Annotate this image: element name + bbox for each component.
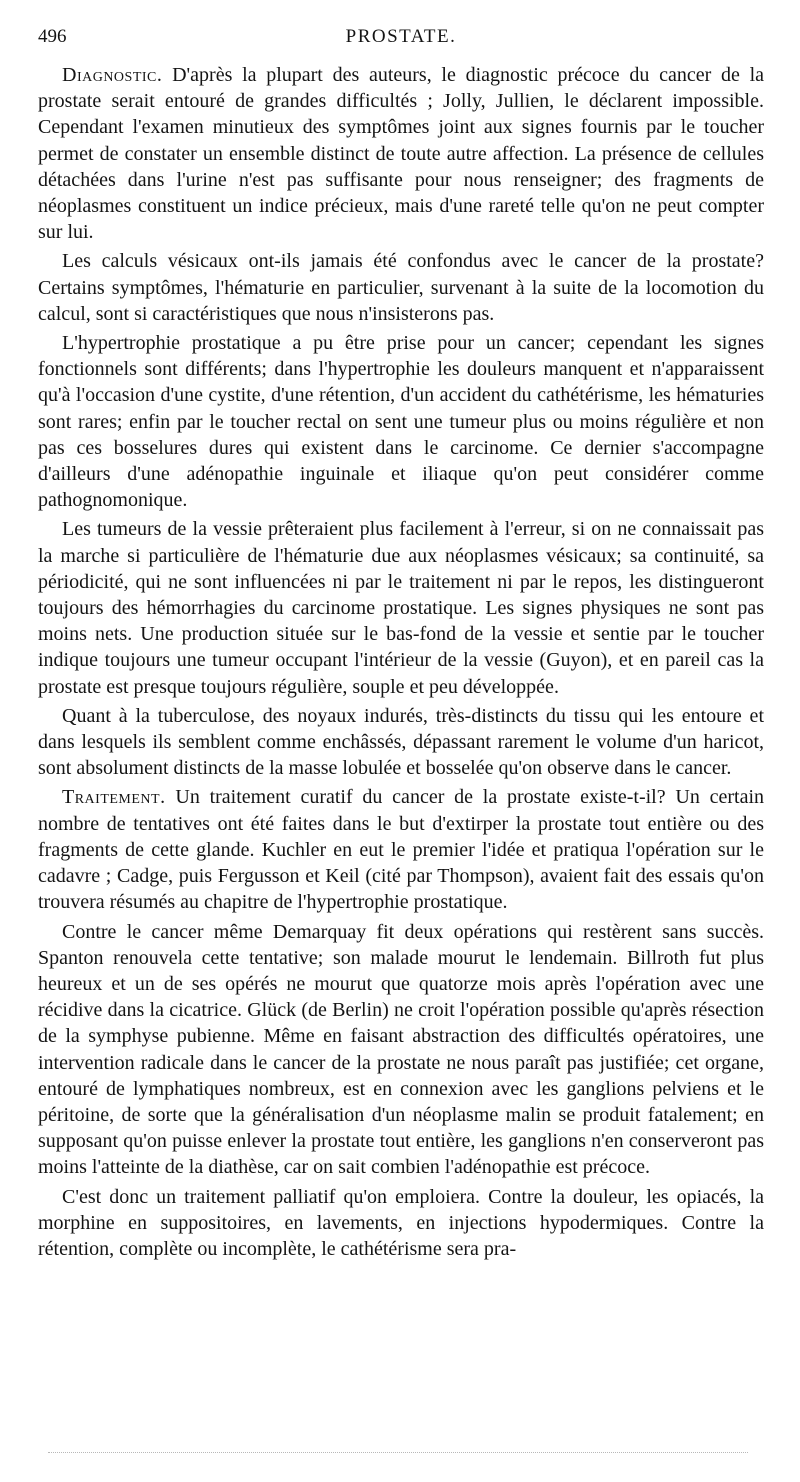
paragraph-text: Quant à la tuberculose, des noyaux indurés, très-distincts du tissu qui les entoure et dans lesquels ils semblent comme enchâssés, dépassant rarement le volume d'un haricot, sont absolument distincts de la masse lobulée et bosselée qu'on observe dans le cancer.: [38, 704, 764, 780]
paragraph-text: Un traitement curatif du cancer de la prostate existe-t-il? Un certain nombre de tentatives ont été faites dans le but d'extirper la prostate tout entière ou des fragments de cette glande. Kuchler en eut le premier l'idée et pratiqua l'opération sur le cadavre ; Cadge, puis Fergusson et Keil (cité par Thompson), avaient fait des essais qu'on trouvera résumés au chapitre de l'hypertrophie prostatique.: [38, 786, 764, 914]
paragraph-palliatif: [38, 1184, 764, 1263]
paragraph-hypertrophie: [38, 330, 764, 513]
paragraph-contre-le-cancer: [38, 919, 764, 1181]
page-header: [38, 22, 764, 56]
page-bottom-smudge: [48, 1452, 748, 1456]
paragraph-text: C'est donc un traitement palliatif qu'on emploiera. Contre la douleur, les opiacés, la morphine en suppositoires, en lavements, en injections hypodermiques. Contre la rétention, complète ou incomplète, le cathétérisme sera pra-: [38, 1185, 764, 1260]
paragraph-diagnostic: [38, 62, 764, 245]
paragraph-tumeurs-vessie: [38, 516, 764, 699]
page-number: 496: [38, 26, 67, 47]
paragraph-tuberculose: [38, 703, 764, 782]
section-label-diagnostic: Diagnostic.: [62, 64, 163, 86]
paragraph-text: D'après la plupart des auteurs, le diagnostic précoce du cancer de la prostate serait entouré de grandes difficultés ; Jolly, Jullien, le déclarent impossible. Cependant l'examen minutieux des symptômes joint aux signes fournis par le toucher permet de constater un ensemble distinct de toute autre affection. La présence de cellules détachées dans l'urine n'est pas suffisante pour nous renseigner; des fragments de néoplasmes constituent un indice précieux, mais d'une rareté telle qu'on ne peut compter sur lui.: [38, 64, 764, 244]
paragraph-traitement: [38, 784, 764, 915]
book-page: [38, 22, 764, 1265]
running-title: PROSTATE.: [345, 26, 457, 47]
paragraph-text: Contre le cancer même Demarquay fit deux opérations qui restèrent sans succès. Spanton renouvela cette tentative; son malade mourut le lendemain. Billroth fut plus heureux et un de ses opérés ne mourut que quatorze mois après l'opération avec une récidive dans la cicatrice. Glück (de Berlin) ne croit l'opération possible qu'après résection de la symphyse pubienne. Même en faisant abstraction des difficultés opératoires, une intervention radicale dans le cancer de la prostate ne nous paraît pas justifiée; cet organe, entouré de lymphatiques nombreux, est en connexion avec les ganglions pelviens et le péritoine, de sorte que la généralisation d'un néoplasme malin se produit fatalement; en supposant qu'on puisse enlever la prostate tout entière, les ganglions n'en conserveront pas moins l'atteinte de la diathèse, car on sait combien l'adénopathie est précoce.: [38, 920, 764, 1179]
section-label-traitement: Traitement.: [62, 786, 166, 809]
paragraph-text: L'hypertrophie prostatique a pu être prise pour un cancer; cependant les signes fonctionnels sont différents; dans l'hypertrophie les douleurs manquent et n'apparaissent qu'à l'occasion d'une cystite, d'une rétention, d'un accident du cathétérisme, les hématuries sont rares; enfin par le toucher rectal on sent une tumeur plus ou moins régulière et non pas ces bosselures dures qui existent dans le carcinome. Ce dernier s'accompagne d'ailleurs d'une adénopathie inguinale et iliaque qu'on peut considérer comme pathognomonique.: [38, 332, 764, 512]
paragraph-text: Les calculs vésicaux ont-ils jamais été confondus avec le cancer de la prostate? Certains symptômes, l'hématurie en particulier, survenant à la suite de la locomotion du calcul, sont si caractéristiques que nous n'insisterons pas.: [38, 250, 764, 325]
paragraph-calculs: [38, 248, 764, 327]
body-text: [38, 62, 764, 1262]
paragraph-text: Les tumeurs de la vessie prêteraient plus facilement à l'erreur, si on ne connaissait pas la marche si particulière de l'hématurie due aux néoplasmes vésicaux; sa continuité, sa périodicité, qui ne sont influencées ni par le traitement ni par le repos, les distingueront toujours des hémorrhagies du carcinome prostatique. Les signes physiques ne sont pas moins nets. Une production située sur le bas-fond de la vessie et sentie par le toucher indique toujours une tumeur occupant l'intérieur de la vessie (Guyon), et en pareil cas la prostate est presque toujours régulière, souple et peu développée.: [38, 518, 764, 698]
